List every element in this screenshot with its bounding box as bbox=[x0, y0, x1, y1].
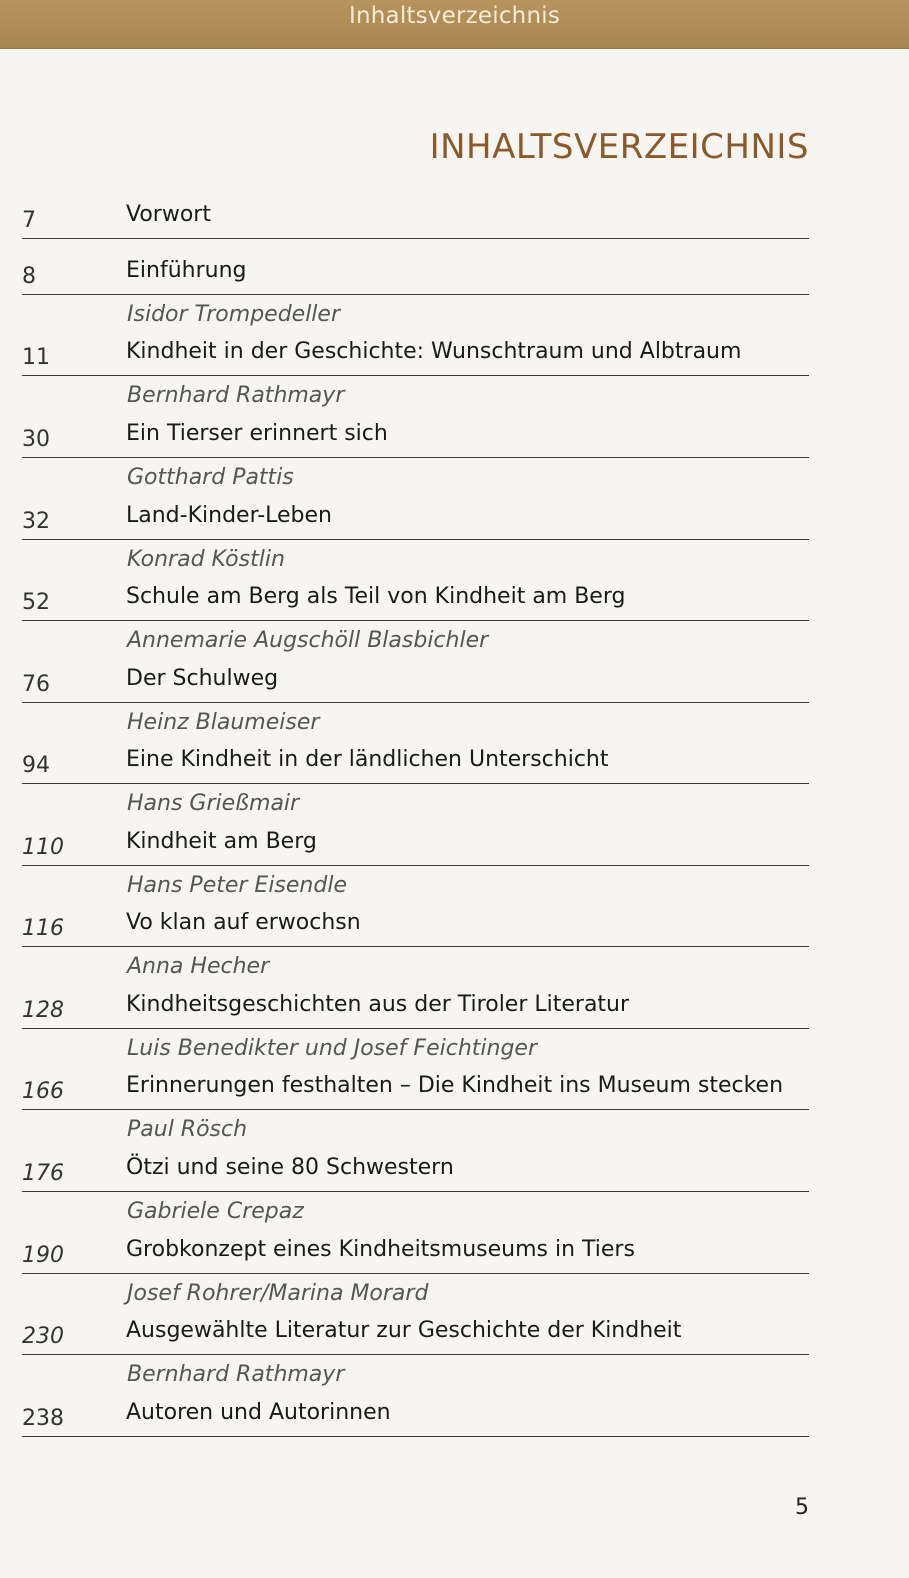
entry-author: Anna Hecher bbox=[127, 954, 270, 979]
entry-author: Hans Peter Eisendle bbox=[127, 873, 347, 898]
entry-title: Ötzi und seine 80 Schwestern bbox=[126, 1155, 454, 1180]
entry-author: Paul Rösch bbox=[127, 1117, 248, 1142]
entry-page: 166 bbox=[22, 1079, 64, 1104]
entry-page: 110 bbox=[22, 835, 64, 860]
header-band bbox=[0, 0, 909, 49]
entry-author: Bernhard Rathmayr bbox=[127, 1362, 345, 1387]
entry-author: Luis Benedikter und Josef Feichtinger bbox=[127, 1036, 537, 1061]
entry-author: Hans Grießmair bbox=[127, 791, 300, 816]
running-title: Inhaltsverzeichnis bbox=[348, 3, 561, 29]
entry-page: 8 bbox=[22, 264, 36, 289]
entry-author: Annemarie Augschöll Blasbichler bbox=[127, 628, 489, 653]
entry-page: 30 bbox=[22, 427, 50, 452]
entry-author: Gotthard Pattis bbox=[127, 465, 294, 490]
entry-page: 7 bbox=[22, 208, 36, 233]
entry-page: 230 bbox=[22, 1324, 64, 1349]
entry-page: 32 bbox=[22, 509, 50, 534]
entry-author: Heinz Blaumeiser bbox=[127, 710, 320, 735]
entry-title: Autoren und Autorinnen bbox=[126, 1400, 391, 1425]
entry-title: Schule am Berg als Teil von Kindheit am Berg bbox=[126, 584, 626, 609]
entry-title: Kindheit am Berg bbox=[126, 829, 317, 854]
page-number: 5 bbox=[795, 1495, 809, 1520]
entry-title: Einführung bbox=[126, 258, 247, 283]
entry-page: 76 bbox=[22, 672, 50, 697]
entry-title: Ausgewählte Literatur zur Geschichte der Kindheit bbox=[126, 1318, 682, 1343]
entry-page: 128 bbox=[22, 998, 64, 1023]
entry-page: 116 bbox=[22, 916, 64, 941]
entry-title: Vorwort bbox=[126, 202, 211, 227]
entry-author: Isidor Trompedeller bbox=[127, 302, 340, 327]
entry-title: Eine Kindheit in der ländlichen Unterschicht bbox=[126, 747, 609, 772]
entry-title: Erinnerungen festhalten – Die Kindheit ins Museum stecken bbox=[126, 1073, 784, 1098]
entry-title: Ein Tierser erinnert sich bbox=[126, 421, 388, 446]
entry-title: Land-Kinder-Leben bbox=[126, 503, 332, 528]
entry-page: 94 bbox=[22, 753, 50, 778]
entry-author: Gabriele Crepaz bbox=[127, 1199, 304, 1224]
entry-title: Kindheit in der Geschichte: Wunschtraum und Albtraum bbox=[126, 339, 742, 364]
entry-page: 11 bbox=[22, 345, 50, 370]
entry-page: 190 bbox=[22, 1243, 64, 1268]
entry-author: Konrad Köstlin bbox=[127, 547, 285, 572]
entry-page: 238 bbox=[22, 1406, 64, 1431]
entry-author: Josef Rohrer/Marina Morard bbox=[127, 1281, 429, 1306]
entry-title: Grobkonzept eines Kindheitsmuseums in Tiers bbox=[126, 1237, 635, 1262]
entry-title: Vo klan auf erwochsn bbox=[126, 910, 361, 935]
entry-author: Bernhard Rathmayr bbox=[127, 383, 345, 408]
entry-title: Kindheitsgeschichten aus der Tiroler Literatur bbox=[126, 992, 630, 1017]
entry-title: Der Schulweg bbox=[126, 666, 279, 691]
entry-page: 176 bbox=[22, 1161, 64, 1186]
entry-page: 52 bbox=[22, 590, 50, 615]
page-title: INHALTSVERZEICHNIS bbox=[429, 127, 809, 167]
